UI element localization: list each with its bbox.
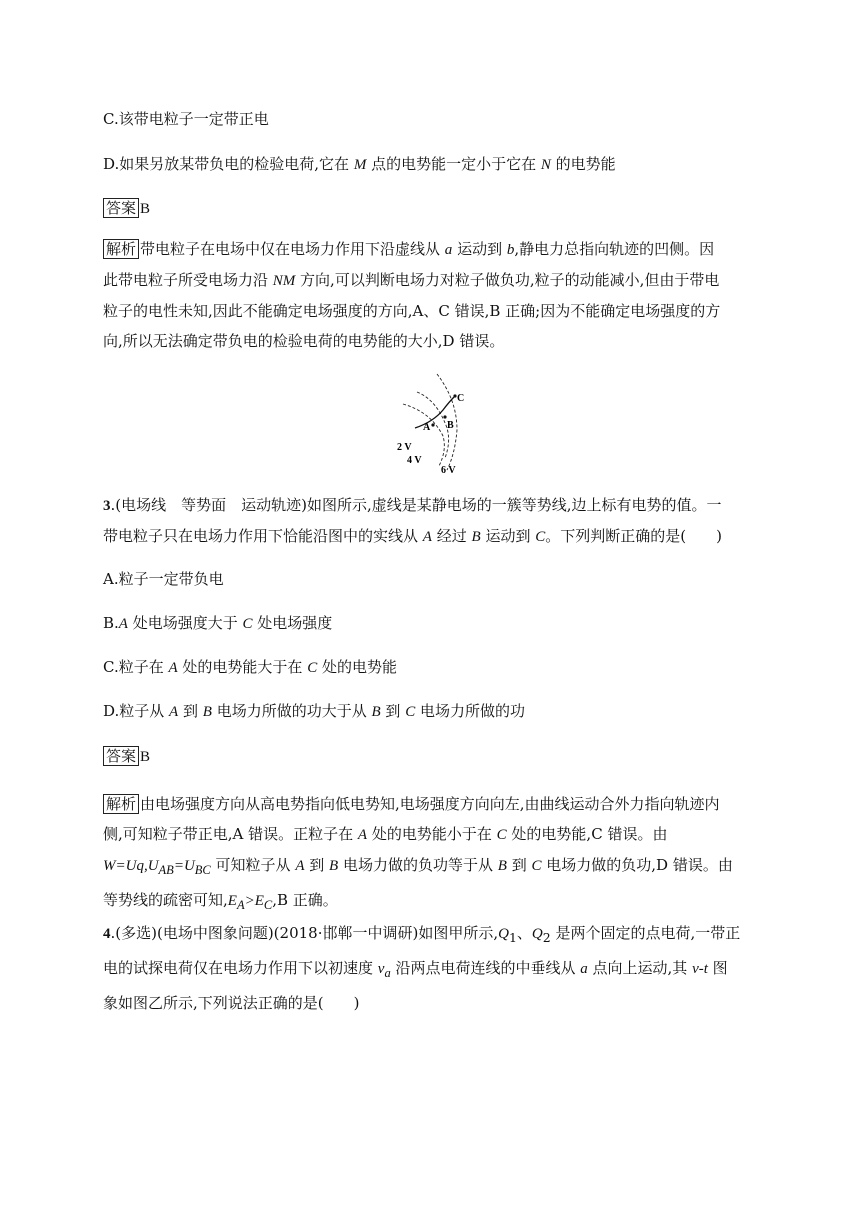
q2-analysis: 解析 带电粒子在电场中仅在电场力作用下沿虚线从 a 运动到 b,静电力总指向轨迹的凹侧。因 此带电粒子所受电场力沿 NM 方向,可以判断电场力对粒子做负功,粒子的动能减小,但由于带电 粒子的电性未知,因此不能确定电场强度的方向,A、C 错误,B 正确;因为不能确定电场强度的方 向,所以无法确定带负电的检验电荷的电势能的大小,D 错误。	[103, 240, 721, 350]
point-b	[443, 415, 446, 418]
answer-tag: 答案	[103, 746, 139, 766]
analysis-tag: 解析	[103, 794, 139, 814]
q2-option-c: C.该带电粒子一定带正电	[103, 110, 269, 128]
q3-option-d: D.粒子从 A 到 B 电场力所做的功大于从 B 到 C 电场力所做的功	[103, 702, 525, 720]
equipotential-figure	[385, 370, 475, 475]
q4-stem: 4.(多选)(电场中图象问题)(2018·邯郸一中调研)如图甲所示$,Q_1$、$Q_2$ 是两个固定的点电荷,一带正 电的试探电荷仅在电场力作用下以初速度 $v_a$ 沿两点电荷连线的中垂线从 a 点向上运动,其 v-t 图 象如图乙所示,下列说法正确的是( )	[103, 924, 741, 1012]
label-b: B	[447, 420, 454, 431]
q3-stem: 3.(电场线 等势面 运动轨迹)如图所示,虚线是某静电场的一簇等势线,边上标有电势的值。一 带电粒子只在电场力作用下恰能沿图中的实线从 A 经过 B 运动到 C。下列判断正确的是( )	[103, 496, 722, 545]
label-2v: 2 V	[397, 442, 412, 453]
q3-option-c: C.粒子在 A 处的电势能大于在 C 处的电势能	[103, 658, 397, 676]
analysis-tag: 解析	[103, 239, 139, 259]
point-a	[431, 423, 434, 426]
q2-answer	[103, 197, 150, 220]
q2-option-d: D.如果另放某带负电的检验电荷,它在 M 点的电势能一定小于它在 N 的电势能	[103, 155, 616, 173]
answer-tag: 答案	[103, 198, 139, 218]
label-a: A	[423, 422, 431, 433]
q3-analysis: 解析 由电场强度方向从高电势指向低电势知,电场强度方向向左,由曲线运动合外力指向轨迹内 侧,可知粒子带正电,A 错误。正粒子在 A 处的电势能小于在 C 处的电势能,C 错误。由 $W=Uq,U_{AB}=U_{BC}$ 可知粒子从 A 到 B 电场力做的负功等于从 B 到 C 电场力做的负功,D 错误。由 等势线的疏密可知$,E_A>E_C,B$ 正确。	[103, 795, 733, 912]
label-c: C	[457, 393, 465, 404]
label-4v: 4 V	[407, 455, 422, 466]
q3-answer	[103, 745, 150, 768]
answer-value: B	[140, 749, 151, 765]
q3-option-a: A.粒子一定带负电	[103, 570, 224, 588]
label-6v: 6 V	[441, 465, 456, 475]
answer-value: B	[140, 201, 151, 217]
q3-option-b: B.A 处电场强度大于 C 处电场强度	[103, 614, 333, 632]
